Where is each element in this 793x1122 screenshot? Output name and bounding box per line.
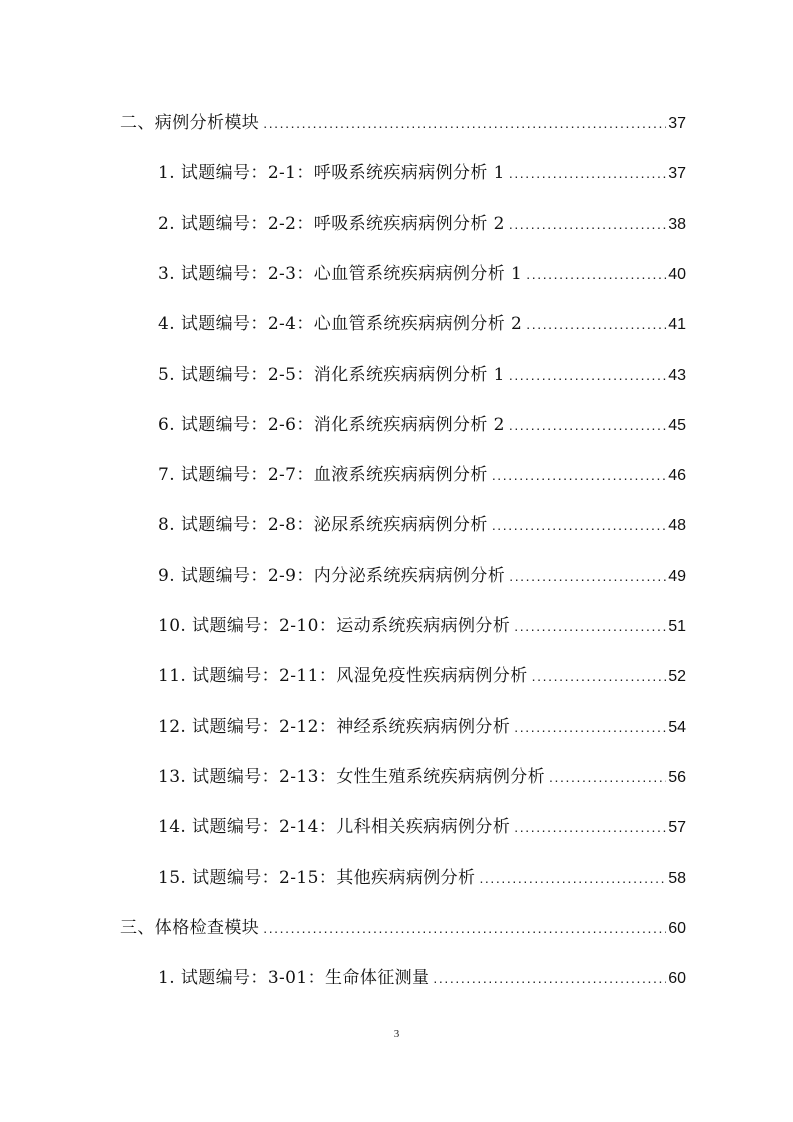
toc-entry-title: 8. 试题编号：2-8：泌尿系统疾病病例分析	[158, 515, 488, 536]
toc-entry[interactable]	[158, 760, 686, 794]
toc-dot-leader	[263, 106, 666, 140]
toc-entry-title: 12. 试题编号：2-12：神经系统疾病病例分析	[158, 716, 511, 737]
toc-dot-leader	[479, 861, 666, 895]
toc-entry-page-number: 40	[668, 265, 686, 283]
toc-entry-title: 15. 试题编号：2-15：其他疾病病例分析	[158, 867, 476, 888]
toc-dot-leader	[514, 810, 666, 844]
toc-entry[interactable]	[120, 106, 686, 140]
toc-dot-leader	[492, 458, 666, 492]
toc-entry[interactable]	[158, 207, 686, 241]
toc-dot-leader	[514, 710, 666, 744]
toc-entry[interactable]	[120, 911, 686, 945]
toc-entry-title: 7. 试题编号：2-7：血液系统疾病病例分析	[158, 465, 488, 486]
toc-entry-page-number: 37	[668, 115, 686, 132]
toc-entry[interactable]	[158, 358, 686, 392]
toc-entry-page-number: 38	[668, 215, 686, 233]
toc-dot-leader	[526, 257, 666, 291]
toc-entry-title: 二、病例分析模块	[120, 113, 260, 133]
toc-entry-title: 9. 试题编号：2-9：内分泌系统疾病病例分析	[158, 565, 506, 586]
toc-entry-title: 4. 试题编号：2-4：心血管系统疾病病例分析 2	[158, 314, 523, 335]
toc-dot-leader	[509, 559, 666, 593]
toc-entry[interactable]	[158, 508, 686, 542]
toc-entry-page-number: 45	[668, 416, 686, 434]
toc-entry-page-number: 60	[668, 919, 686, 937]
toc-entry-title: 10. 试题编号：2-10：运动系统疾病病例分析	[158, 616, 511, 636]
toc-dot-leader	[433, 961, 666, 995]
toc-dot-leader	[532, 659, 666, 693]
toc-entry-title: 5. 试题编号：2-5：消化系统疾病病例分析 1	[158, 364, 505, 385]
toc-dot-leader	[526, 307, 666, 341]
toc-dot-leader	[549, 760, 666, 794]
toc-entry[interactable]	[158, 307, 686, 341]
page-number: 3	[393, 1028, 400, 1040]
toc-entry-title: 三、体格检查模块	[120, 917, 260, 938]
toc-entry[interactable]	[158, 559, 686, 593]
toc-entry-page-number: 43	[668, 366, 686, 384]
toc-entry-page-number: 46	[668, 467, 686, 485]
toc-entry-title: 14. 试题编号：2-14：儿科相关疾病病例分析	[158, 817, 511, 838]
toc-entry[interactable]	[158, 810, 686, 844]
toc-entry-page-number: 52	[668, 668, 686, 686]
toc-entry-title: 13. 试题编号：2-13：女性生殖系统疾病病例分析	[158, 766, 546, 787]
toc-entry-title: 1. 试题编号：2-1：呼吸系统疾病病例分析 1	[158, 163, 505, 184]
toc-dot-leader	[509, 156, 666, 190]
toc-entry-page-number: 51	[668, 618, 686, 635]
toc-entry-title: 1. 试题编号：3-01：生命体征测量	[158, 968, 430, 989]
toc-entry[interactable]	[158, 861, 686, 895]
toc-entry[interactable]	[158, 156, 686, 190]
toc-entry[interactable]	[158, 609, 686, 643]
toc-entry-title: 11. 试题编号：2-11：风湿免疫性疾病病例分析	[158, 666, 528, 687]
toc-entry[interactable]	[158, 710, 686, 744]
toc-entry-title: 6. 试题编号：2-6：消化系统疾病病例分析 2	[158, 414, 505, 435]
toc-dot-leader	[509, 358, 666, 392]
toc-entry[interactable]	[158, 458, 686, 492]
toc-dot-leader	[514, 609, 666, 643]
toc-entry[interactable]	[158, 961, 686, 995]
toc-dot-leader	[263, 911, 666, 945]
toc-entry-title: 2. 试题编号：2-2：呼吸系统疾病病例分析 2	[158, 213, 505, 234]
toc-entry-page-number: 49	[668, 567, 686, 585]
toc-entry-page-number: 41	[668, 316, 686, 334]
toc-dot-leader	[509, 408, 666, 442]
toc-entry-title: 3. 试题编号：2-3：心血管系统疾病病例分析 1	[158, 263, 523, 284]
toc-dot-leader	[492, 508, 666, 542]
toc-dot-leader	[509, 207, 666, 241]
toc-entry[interactable]	[158, 257, 686, 291]
toc-entry-page-number: 58	[668, 869, 686, 887]
toc-entry-page-number: 57	[668, 819, 686, 837]
toc-entry-page-number: 54	[668, 718, 686, 736]
toc-entry-page-number: 48	[668, 517, 686, 535]
toc-entry-page-number: 37	[668, 165, 686, 183]
toc-entry[interactable]	[158, 408, 686, 442]
toc-entry[interactable]	[158, 659, 686, 693]
toc-entry-page-number: 60	[668, 970, 686, 988]
toc-entry-page-number: 56	[668, 768, 686, 786]
